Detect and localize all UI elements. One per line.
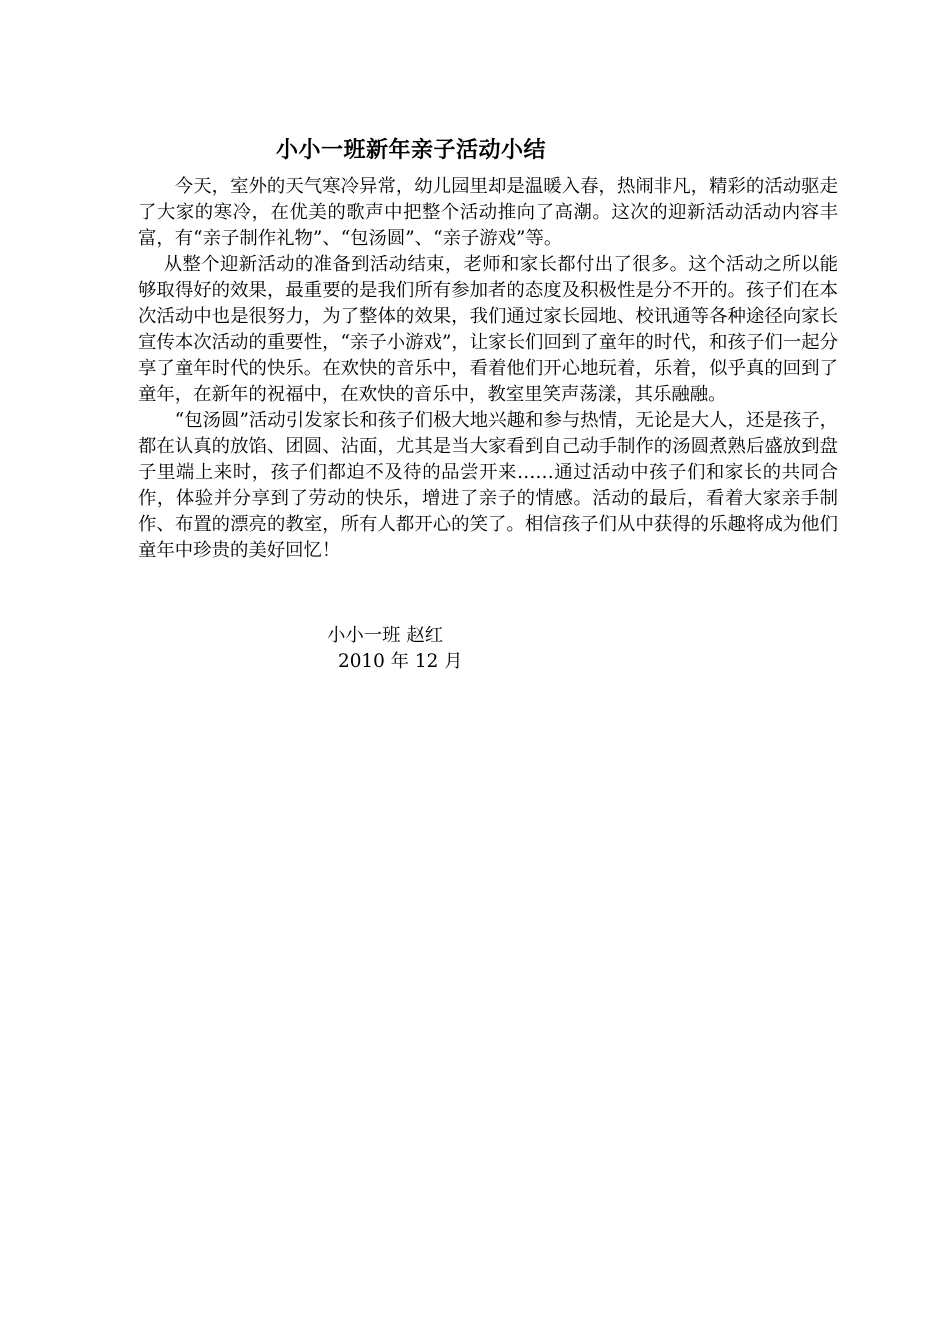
paragraph-1: 今天，室外的天气寒冷异常，幼儿园里却是温暖入春，热闹非凡，精彩的活动驱走了大家的寒冷，在优美的歌声中把整个活动推向了高潮。这次的迎新活动活动内容丰富，有“亲子制作礼物”、“包汤圆”、“亲子游戏”等。 [138,176,838,249]
paragraph-3: “包汤圆”活动引发家长和孩子们极大地兴趣和参与热情，无论是大人，还是孩子，都在认真的放馅、团圆、沾面，尤其是当大家看到自己动手制作的汤圆煮熟后盛放到盘子里端上来时，孩子们都迫不及待的品尝开来……通过活动中孩子们和家长的共同合作，体验并分享到了劳动的快乐，增进了亲子的情感。活动的最后，看着大家亲手制作、布置的漂亮的教室，所有人都开心的笑了。相信孩子们从中获得的乐趣将成为他们童年中珍贵的美好回忆！ [138,410,838,561]
document-date: 2010 年 12 月 [338,651,463,672]
signature: 小小一班 赵红 [327,625,444,646]
document-body [138,174,838,564]
paragraph-2: 从整个迎新活动的准备到活动结束，老师和家长都付出了很多。这个活动之所以能够取得好的效果，最重要的是我们所有参加者的态度及积极性是分不开的。孩子们在本次活动中也是很努力，为了整体的效果，我们通过家长园地、校讯通等各种途径向家长宣传本次活动的重要性，“亲子小游戏”，让家长们回到了童年的时代，和孩子们一起分享了童年时代的快乐。在欢快的音乐中，看着他们开心地玩着，乐着，似乎真的回到了童年，在新年的祝福中，在欢快的音乐中，教室里笑声荡漾，其乐融融。 [138,254,838,405]
document-title: 小小一班新年亲子活动小结 [276,137,547,163]
